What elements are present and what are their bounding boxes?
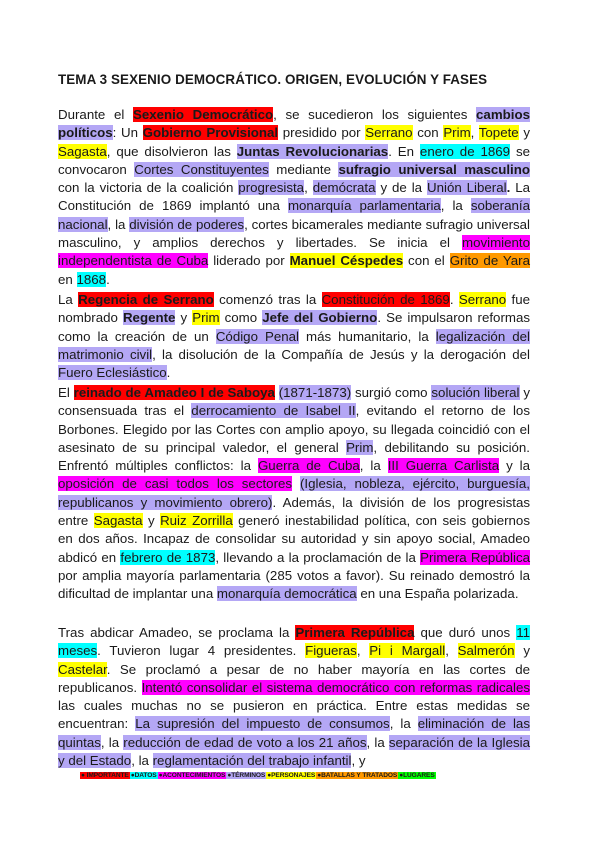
highlight-yellow: Salmerón (457, 643, 515, 659)
text-run: generó inestabilidad política, con seis gobiernos en dos años. Incapaz de consolidar su autoridad y sin apoyo social, Amadeo abdicó en (58, 513, 530, 565)
highlight-orange: Grito de Yara (449, 253, 530, 269)
highlight-yellow: Prim (192, 310, 220, 326)
legend-item: ●ACONTECIMIENTOS (158, 772, 226, 779)
paragraph-gobierno-provisional (58, 106, 530, 289)
text-run: Durante el (58, 107, 133, 122)
text-run: y consensuada tras el (58, 385, 530, 419)
highlight-cyan: 1868 (76, 271, 107, 287)
legend-item: ●BATALLAS Y TRATADOS (317, 772, 398, 779)
text-run: , cortes bicamerales mediante sufragio universal masculino, y amplios derechos y libertades. Se inicia el (58, 216, 531, 251)
text-run: . En (388, 143, 420, 159)
text-run: Tras abdicar Amadeo, se proclama la (58, 625, 296, 640)
highlight-yellow: Sagasta (93, 513, 143, 529)
text-run: El (58, 385, 74, 400)
text-run: presidido por (278, 125, 366, 141)
highlight-purple: Jefe del Gobierno (262, 310, 378, 326)
text-run: , la (100, 734, 124, 750)
text-run: . (449, 292, 459, 307)
highlight-cyan: febrero de 1873 (120, 549, 216, 565)
text-run: . Además, la división de los progresistas entre (58, 494, 530, 529)
text-run: las cuales muchas no se pusieron en práctica. Entre estas medidas se encuentran: (58, 698, 530, 732)
highlight-yellow: Serrano (458, 292, 507, 307)
highlight-mag: oposición de casi todos los sectores (58, 476, 293, 492)
text-run: . Se proclamó a pesar de no haber mayoría en las cortes de republicanos. (58, 661, 530, 695)
highlight-purple: (1871-1873) (278, 385, 352, 400)
highlight-mag: III Guerra Carlista (387, 458, 500, 474)
text-run: y (175, 310, 193, 326)
highlight-purple: Juntas Revolucionarias (236, 143, 389, 159)
text-run: en una España polarizada. (356, 586, 519, 602)
highlight-purple: soberanía nacional (58, 198, 530, 232)
highlight-purple: solución liberal (431, 385, 520, 400)
paragraph-reinado-amadeo (58, 384, 530, 604)
legend-item: ●PERSONAJES (267, 772, 316, 779)
highlight-yellow: Castelar (58, 661, 107, 677)
text-run: : Un (112, 125, 143, 141)
highlight-red: Regencia de Serrano (78, 292, 214, 307)
highlight-mag: movimiento independentista de Cuba (58, 235, 530, 269)
text-run: con la victoria de la coalición (58, 180, 239, 196)
highlight-purple: división de poderes (129, 216, 245, 232)
highlight-cyan: 11 meses (58, 625, 530, 659)
color-legend (80, 772, 436, 779)
text-run: , que disolvieron las (106, 143, 237, 159)
highlight-purple: derrocamiento de Isabel II (191, 403, 356, 419)
text-run: , la (440, 198, 471, 214)
highlight-mag: Intentó consolidar el sistema democrático con reformas radicales (141, 679, 530, 695)
highlight-red: Gobierno Provisional (142, 125, 279, 141)
text-run: , la (366, 734, 389, 750)
highlight-purple: Regente (122, 310, 176, 326)
highlight-yellow: Pi i Margall (369, 643, 446, 659)
document-title: TEMA 3 SEXENIO DEMOCRÁTICO. ORIGEN, EVOLUCIÓN Y FASES (58, 72, 488, 87)
text-run: que duró unos (414, 625, 517, 640)
text-run: . (166, 365, 171, 381)
text-run: y la (499, 458, 531, 474)
text-run: liderado por (208, 253, 290, 269)
text-run: con (412, 125, 444, 141)
text-run: . Tuvieron lugar 4 presidentes. (97, 643, 306, 659)
highlight-purple: monarquía parlamentaria (287, 198, 441, 214)
text-run: y (514, 643, 531, 659)
highlight-purple: sufragio universal masculino (338, 161, 530, 177)
text-run: por amplia mayoría parlamentaria (285 votos a favor). Su reinado demostró la dificultad de implantar una (58, 567, 530, 602)
text-run: mediante (268, 161, 339, 177)
highlight-yellow: Sagasta (58, 143, 107, 159)
text-run: , debilitando su posición. Enfrentó múltiples conflictos: la (58, 439, 531, 474)
text-run: , la (131, 753, 153, 769)
highlight-yellow: Ruiz Zorrilla (160, 513, 233, 529)
text-run: comenzó tras la (213, 292, 322, 307)
text-run: , se sucedieron los siguientes (273, 107, 477, 122)
text-run: y (142, 513, 161, 529)
text-run: surgió como (351, 385, 432, 400)
highlight-purple: Fuero Eclesiástico (58, 365, 167, 381)
highlight-cyan: enero de 1869 (419, 143, 511, 159)
paragraph-regencia-serrano (58, 291, 530, 382)
text-run: , la (389, 716, 418, 732)
highlight-yellow: Prim (443, 125, 471, 141)
highlight-purple: reglamentación del trabajo infantil (152, 753, 352, 769)
highlight-purple: Prim (346, 439, 374, 455)
highlight-yellow: Serrano (365, 125, 413, 141)
text-run: se convocaron (58, 143, 530, 177)
text-run: . (506, 180, 511, 196)
legend-item: ●LUGARES (399, 772, 435, 779)
text-run: La (58, 292, 79, 307)
highlight-yellow: Manuel Céspedes (289, 253, 404, 269)
highlight-mag: Guerra de Cuba (257, 458, 360, 474)
text-run: . (106, 271, 110, 287)
highlight-mag: Primera República (420, 549, 531, 565)
paragraph-primera-republica (58, 624, 530, 770)
text-run: y (518, 125, 530, 141)
text-run (292, 476, 300, 491)
highlight-red: Constitución de 1869 (321, 292, 450, 307)
text-run: , (304, 180, 313, 196)
text-run: . Se impulsaron reformas como la creación de un (58, 310, 530, 344)
highlight-purple: progresista (238, 180, 305, 196)
text-run: y de la (375, 180, 427, 196)
text-run: , la disolución de la Compañía de Jesús y la derogación del (152, 346, 530, 362)
highlight-purple: (Iglesia, nobleza, ejército, burguesía, republicanos y movimiento obrero) (58, 476, 530, 510)
text-run: como (219, 310, 263, 326)
text-run: , llevando a la proclamación de la (215, 549, 421, 565)
highlight-purple: cambios políticos (58, 107, 530, 141)
text-run: , (470, 125, 479, 141)
text-run: , (356, 643, 370, 659)
text-run: , y (351, 753, 366, 769)
text-run: más humanitario, la (299, 328, 436, 344)
legend-item: ● IMPORTANTE (81, 772, 129, 779)
highlight-yellow: Topete (478, 125, 519, 141)
legend-item: ●DATOS (130, 772, 157, 779)
highlight-purple: monarquía democrática (216, 586, 357, 602)
text-run: fue nombrado (58, 292, 530, 326)
highlight-purple: Cortes Constituyentes (134, 161, 269, 177)
highlight-purple: legalización del matrimonio civil (58, 328, 530, 362)
text-run: , la (107, 216, 130, 232)
highlight-yellow: Figueras (305, 643, 357, 659)
highlight-purple: eliminación de las quintas (58, 716, 530, 750)
text-run: , (445, 643, 458, 659)
highlight-red: reinado de Amadeo I de Saboya (73, 385, 275, 400)
legend-item: ●TÉRMINOS (227, 772, 266, 779)
highlight-purple: Unión Liberal (427, 180, 507, 196)
text-run: La Constitución de 1869 implantó una (58, 180, 530, 214)
highlight-purple: demócrata (312, 180, 376, 196)
text-run: en (58, 271, 77, 287)
text-run: , evitando el retorno de los Borbones. Elegido por las Cortes con amplio apoyo, su llegada coincidió con el asesinato de su principal valedor, el general (58, 403, 530, 455)
highlight-purple: Código Penal (215, 328, 299, 344)
highlight-red: Primera República (295, 625, 415, 640)
highlight-purple: separación de la Iglesia y del Estado (58, 734, 530, 769)
text-run: , la (359, 458, 388, 474)
highlight-red: Sexenio Democrático (132, 107, 274, 122)
text-run: con el (403, 253, 450, 269)
highlight-purple: La supresión del impuesto de consumos (135, 716, 390, 732)
highlight-purple: reducción de edad de voto a los 21 años (123, 734, 367, 750)
